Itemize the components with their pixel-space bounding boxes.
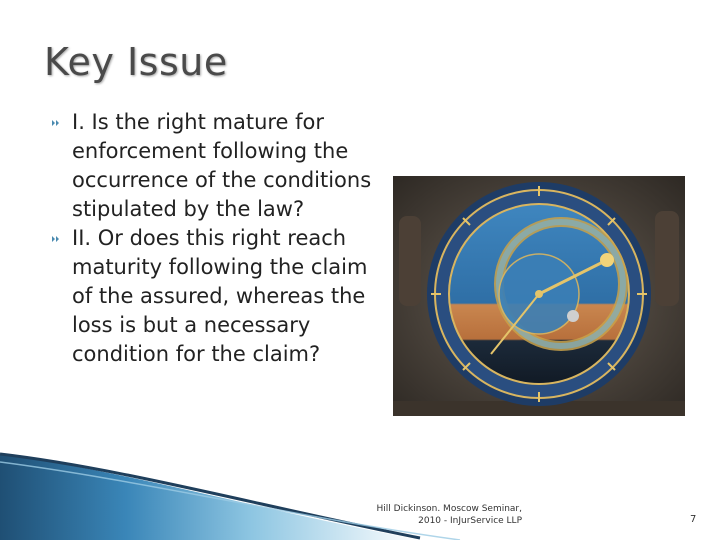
bullet-item bbox=[52, 108, 382, 224]
double-chevron-icon bbox=[52, 236, 61, 242]
bullet-text: II. Or does this right reach maturity following the claim of the assured, whereas the loss is but a necessary condition for the claim? bbox=[72, 226, 368, 366]
footer-line-1: Hill Dickinson. Moscow Seminar, bbox=[376, 504, 522, 514]
slide-title: Key Issue bbox=[44, 40, 228, 84]
page-number: 7 bbox=[690, 514, 697, 525]
astronomical-clock-image bbox=[393, 176, 685, 416]
footer-line-2: 2010 - InJurService LLP bbox=[418, 516, 522, 526]
double-chevron-icon bbox=[52, 120, 61, 126]
footer-text bbox=[362, 503, 522, 527]
bullet-item bbox=[52, 224, 382, 369]
bullet-list bbox=[52, 108, 382, 369]
decorative-swoosh bbox=[0, 440, 720, 540]
bullet-text: I. Is the right mature for enforcement following the occurrence of the conditions stipulated by the law? bbox=[72, 110, 372, 221]
